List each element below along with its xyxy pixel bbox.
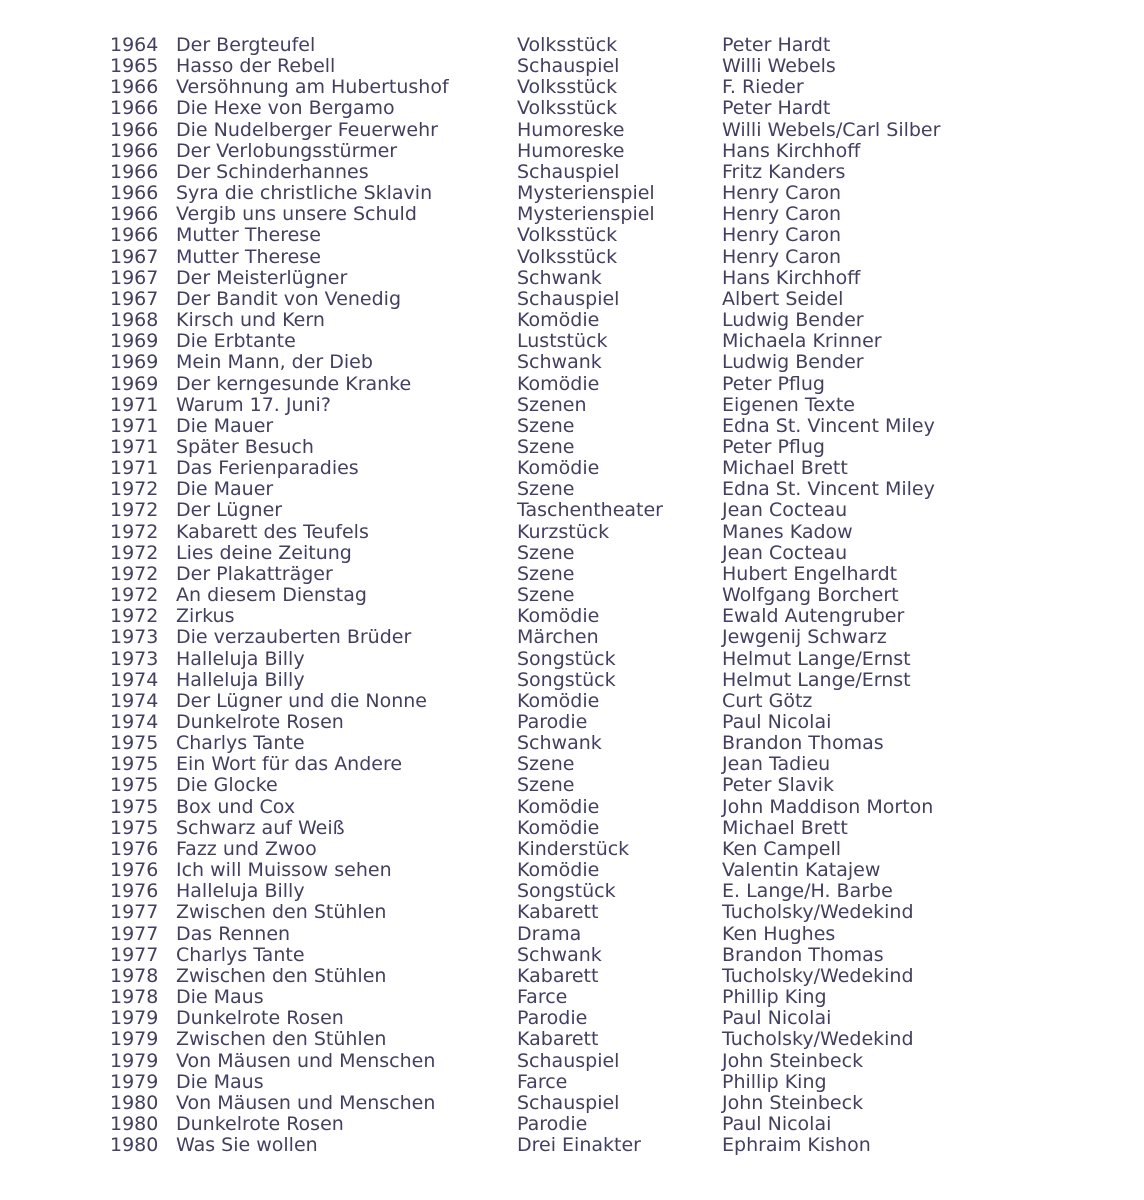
year-cell: 1976 <box>110 859 159 882</box>
title-cell: Die Erbtante <box>176 330 296 353</box>
author-cell: Michaela Krinner <box>722 330 882 353</box>
author-cell: Ken Hughes <box>722 922 836 945</box>
genre-cell: Kabarett <box>517 964 599 987</box>
table-row <box>110 162 1144 183</box>
author-cell: Edna St. Vincent Miley <box>722 478 935 501</box>
author-cell: Ewald Autengruber <box>722 605 905 628</box>
genre-cell: Szene <box>517 584 575 607</box>
author-cell: Tucholsky/Wedekind <box>722 1028 914 1051</box>
title-cell: An diesem Dienstag <box>176 584 367 607</box>
author-cell: Brandon Thomas <box>722 943 884 966</box>
genre-cell: Humoreske <box>517 118 625 141</box>
author-cell: Tucholsky/Wedekind <box>722 964 914 987</box>
year-cell: 1974 <box>110 689 159 712</box>
table-row <box>110 543 1144 564</box>
table-row <box>110 606 1144 627</box>
table-row <box>110 797 1144 818</box>
genre-cell: Komödie <box>517 816 600 839</box>
title-cell: Die Nudelberger Feuerwehr <box>176 118 438 141</box>
title-cell: Der Meisterlügner <box>176 266 348 289</box>
author-cell: Jean Tadieu <box>722 753 831 776</box>
year-cell: 1972 <box>110 605 159 628</box>
author-cell: Ken Campell <box>722 837 842 860</box>
author-cell: Helmut Lange/Ernst <box>722 668 911 691</box>
author-cell: Brandon Thomas <box>722 732 884 755</box>
author-cell: Hans Kirchhoff <box>722 139 861 162</box>
table-row <box>110 839 1144 860</box>
genre-cell: Komödie <box>517 605 600 628</box>
author-cell: Tucholsky/Wedekind <box>722 901 914 924</box>
author-cell: Valentin Katajew <box>722 859 881 882</box>
year-cell: 1977 <box>110 922 159 945</box>
genre-cell: Komödie <box>517 372 600 395</box>
table-row <box>110 924 1144 945</box>
title-cell: Zwischen den Stühlen <box>176 964 387 987</box>
title-cell: Dunkelrote Rosen <box>176 1007 344 1030</box>
title-cell: Die Hexe von Bergamo <box>176 97 395 120</box>
author-cell: Michael Brett <box>722 457 848 480</box>
author-cell: Phillip King <box>722 986 827 1009</box>
genre-cell: Parodie <box>517 1007 588 1030</box>
title-cell: Der Bergteufel <box>176 34 316 56</box>
title-cell: Der Schinderhannes <box>176 160 369 183</box>
author-cell: Willi Webels/Carl Silber <box>722 118 941 141</box>
year-cell: 1971 <box>110 435 159 458</box>
title-cell: Fazz und Zwoo <box>176 837 317 860</box>
year-cell: 1977 <box>110 943 159 966</box>
table-row <box>110 225 1144 246</box>
table-row <box>110 247 1144 268</box>
year-cell: 1969 <box>110 372 159 395</box>
table-row <box>110 522 1144 543</box>
author-cell: Albert Seidel <box>722 287 844 310</box>
title-cell: Charlys Tante <box>176 732 305 755</box>
author-cell: F. Rieder <box>722 76 804 99</box>
year-cell: 1978 <box>110 964 159 987</box>
title-cell: Die Mauer <box>176 478 274 501</box>
title-cell: Box und Cox <box>176 795 296 818</box>
title-cell: Die Mauer <box>176 414 274 437</box>
title-cell: Versöhnung am Hubertushof <box>176 76 449 99</box>
year-cell: 1976 <box>110 837 159 860</box>
genre-cell: Szene <box>517 753 575 776</box>
table-row <box>110 289 1144 310</box>
author-cell: Peter Hardt <box>722 34 831 56</box>
author-cell: Edna St. Vincent Miley <box>722 414 935 437</box>
genre-cell: Kurzstück <box>517 520 610 543</box>
title-cell: Die Maus <box>176 1070 264 1093</box>
genre-cell: Volksstück <box>517 34 618 56</box>
title-cell: Ich will Muissow sehen <box>176 859 392 882</box>
genre-cell: Schwank <box>517 351 602 374</box>
title-cell: Der kerngesunde Kranke <box>176 372 412 395</box>
genre-cell: Drei Einakter <box>517 1134 641 1157</box>
genre-cell: Komödie <box>517 457 600 480</box>
title-cell: Warum 17. Juni? <box>176 393 331 416</box>
genre-cell: Songstück <box>517 880 616 903</box>
table-row <box>110 437 1144 458</box>
year-cell: 1979 <box>110 1007 159 1030</box>
table-row <box>110 945 1144 966</box>
year-cell: 1966 <box>110 224 159 247</box>
genre-cell: Schauspiel <box>517 1049 620 1072</box>
year-cell: 1979 <box>110 1028 159 1051</box>
year-cell: 1966 <box>110 118 159 141</box>
author-cell: Henry Caron <box>722 182 842 205</box>
genre-cell: Songstück <box>517 668 616 691</box>
table-row <box>110 649 1144 670</box>
title-cell: Lies deine Zeitung <box>176 541 352 564</box>
author-cell: Jewgenij Schwarz <box>722 626 887 649</box>
year-cell: 1965 <box>110 55 159 78</box>
table-row <box>110 1072 1144 1093</box>
year-cell: 1966 <box>110 160 159 183</box>
author-cell: John Steinbeck <box>722 1091 864 1114</box>
genre-cell: Komödie <box>517 309 600 332</box>
author-cell: Ludwig Bender <box>722 351 864 374</box>
genre-cell: Farce <box>517 1070 568 1093</box>
title-cell: Halleluja Billy <box>176 647 305 670</box>
year-cell: 1971 <box>110 393 159 416</box>
genre-cell: Schauspiel <box>517 1091 620 1114</box>
author-cell: Peter Slavik <box>722 774 834 797</box>
title-cell: Kirsch und Kern <box>176 309 325 332</box>
table-row <box>110 374 1144 395</box>
table-row <box>110 564 1144 585</box>
table-row <box>110 1114 1144 1135</box>
title-cell: Kabarett des Teufels <box>176 520 369 543</box>
year-cell: 1974 <box>110 711 159 733</box>
table-row <box>110 966 1144 987</box>
year-cell: 1972 <box>110 562 159 585</box>
table-row <box>110 987 1144 1008</box>
year-cell: 1972 <box>110 499 159 522</box>
title-cell: Zwischen den Stühlen <box>176 1028 387 1051</box>
table-row <box>110 1093 1144 1114</box>
year-cell: 1975 <box>110 732 159 755</box>
author-cell: Jean Cocteau <box>722 541 848 564</box>
title-cell: Der Lügner <box>176 499 283 522</box>
table-row <box>110 691 1144 712</box>
year-cell: 1969 <box>110 330 159 353</box>
genre-cell: Volksstück <box>517 245 618 268</box>
table-row <box>110 204 1144 225</box>
year-cell: 1979 <box>110 1070 159 1093</box>
title-cell: Mutter Therese <box>176 224 321 247</box>
author-cell: John Maddison Morton <box>722 795 934 818</box>
title-cell: Das Rennen <box>176 922 291 945</box>
table-row <box>110 1135 1144 1156</box>
table-row <box>110 98 1144 119</box>
table-row <box>110 141 1144 162</box>
genre-cell: Komödie <box>517 795 600 818</box>
title-cell: Mutter Therese <box>176 245 321 268</box>
table-row <box>110 458 1144 479</box>
year-cell: 1977 <box>110 901 159 924</box>
genre-cell: Songstück <box>517 647 616 670</box>
genre-cell: Komödie <box>517 689 600 712</box>
year-cell: 1964 <box>110 34 159 56</box>
year-cell: 1975 <box>110 774 159 797</box>
title-cell: Der Lügner und die Nonne <box>176 689 427 712</box>
title-cell: Später Besuch <box>176 435 314 458</box>
title-cell: Was Sie wollen <box>176 1134 318 1157</box>
year-cell: 1968 <box>110 309 159 332</box>
genre-cell: Schauspiel <box>517 287 620 310</box>
genre-cell: Parodie <box>517 1112 588 1135</box>
year-cell: 1966 <box>110 97 159 120</box>
year-cell: 1972 <box>110 584 159 607</box>
table-row <box>110 479 1144 500</box>
year-cell: 1967 <box>110 245 159 268</box>
author-cell: Peter Hardt <box>722 97 831 120</box>
year-cell: 1972 <box>110 478 159 501</box>
table-row <box>110 712 1144 733</box>
author-cell: Paul Nicolai <box>722 1007 832 1030</box>
title-cell: Halleluja Billy <box>176 880 305 903</box>
year-cell: 1971 <box>110 457 159 480</box>
title-cell: Zwischen den Stühlen <box>176 901 387 924</box>
table-row <box>110 310 1144 331</box>
table-row <box>110 120 1144 141</box>
table-row <box>110 1051 1144 1072</box>
author-cell: Willi Webels <box>722 55 836 78</box>
author-cell: Helmut Lange/Ernst <box>722 647 911 670</box>
title-cell: Hasso der Rebell <box>176 55 336 78</box>
genre-cell: Volksstück <box>517 76 618 99</box>
author-cell: Ludwig Bender <box>722 309 864 332</box>
author-cell: Wolfgang Borchert <box>722 584 899 607</box>
genre-cell: Szene <box>517 414 575 437</box>
table-row <box>110 331 1144 352</box>
table-row <box>110 395 1144 416</box>
genre-cell: Szene <box>517 435 575 458</box>
title-cell: Schwarz auf Weiß <box>176 816 345 839</box>
year-cell: 1980 <box>110 1112 159 1135</box>
author-cell: E. Lange/H. Barbe <box>722 880 893 903</box>
genre-cell: Volksstück <box>517 224 618 247</box>
genre-cell: Kinderstück <box>517 837 630 860</box>
title-cell: Vergib uns unsere Schuld <box>176 203 417 226</box>
author-cell: John Steinbeck <box>722 1049 864 1072</box>
table-row <box>110 1029 1144 1050</box>
genre-cell: Märchen <box>517 626 599 649</box>
author-cell: Michael Brett <box>722 816 848 839</box>
table-row <box>110 627 1144 648</box>
year-cell: 1972 <box>110 520 159 543</box>
year-cell: 1966 <box>110 139 159 162</box>
table-row <box>110 35 1144 56</box>
year-cell: 1966 <box>110 203 159 226</box>
genre-cell: Luststück <box>517 330 608 353</box>
author-cell: Hubert Engelhardt <box>722 562 898 585</box>
genre-cell: Schwank <box>517 943 602 966</box>
table-row <box>110 733 1144 754</box>
year-cell: 1973 <box>110 647 159 670</box>
title-cell: Die verzauberten Brüder <box>176 626 412 649</box>
year-cell: 1976 <box>110 880 159 903</box>
genre-cell: Szene <box>517 478 575 501</box>
genre-cell: Szene <box>517 541 575 564</box>
title-cell: Von Mäusen und Menschen <box>176 1091 436 1114</box>
title-cell: Ein Wort für das Andere <box>176 753 403 776</box>
author-cell: Paul Nicolai <box>722 711 832 733</box>
genre-cell: Komödie <box>517 859 600 882</box>
year-cell: 1975 <box>110 795 159 818</box>
author-cell: Phillip King <box>722 1070 827 1093</box>
author-cell: Ephraim Kishon <box>722 1134 871 1157</box>
genre-cell: Humoreske <box>517 139 625 162</box>
genre-cell: Schauspiel <box>517 55 620 78</box>
year-cell: 1971 <box>110 414 159 437</box>
author-cell: Manes Kadow <box>722 520 853 543</box>
year-cell: 1972 <box>110 541 159 564</box>
year-cell: 1975 <box>110 816 159 839</box>
year-cell: 1979 <box>110 1049 159 1072</box>
title-cell: Syra die christliche Sklavin <box>176 182 433 205</box>
table-row <box>110 775 1144 796</box>
author-cell: Paul Nicolai <box>722 1112 832 1135</box>
title-cell: Der Bandit von Venedig <box>176 287 402 310</box>
title-cell: Die Maus <box>176 986 264 1009</box>
table-row <box>110 754 1144 775</box>
genre-cell: Volksstück <box>517 97 618 120</box>
title-cell: Halleluja Billy <box>176 668 305 691</box>
genre-cell: Schwank <box>517 732 602 755</box>
table-row <box>110 585 1144 606</box>
title-cell: Von Mäusen und Menschen <box>176 1049 436 1072</box>
genre-cell: Szene <box>517 774 575 797</box>
table-row <box>110 77 1144 98</box>
genre-cell: Schauspiel <box>517 160 620 183</box>
table-row <box>110 1008 1144 1029</box>
table-row <box>110 56 1144 77</box>
title-cell: Zirkus <box>176 605 235 628</box>
table-row <box>110 500 1144 521</box>
title-cell: Der Verlobungsstürmer <box>176 139 398 162</box>
author-cell: Peter Pflug <box>722 372 825 395</box>
author-cell: Jean Cocteau <box>722 499 848 522</box>
year-cell: 1973 <box>110 626 159 649</box>
genre-cell: Parodie <box>517 711 588 733</box>
year-cell: 1967 <box>110 287 159 310</box>
year-cell: 1980 <box>110 1091 159 1114</box>
table-row <box>110 881 1144 902</box>
year-cell: 1974 <box>110 668 159 691</box>
genre-cell: Kabarett <box>517 1028 599 1051</box>
genre-cell: Farce <box>517 986 568 1009</box>
year-cell: 1969 <box>110 351 159 374</box>
author-cell: Eigenen Texte <box>722 393 855 416</box>
genre-cell: Taschentheater <box>517 499 663 522</box>
year-cell: 1975 <box>110 753 159 776</box>
year-cell: 1978 <box>110 986 159 1009</box>
year-cell: 1967 <box>110 266 159 289</box>
author-cell: Fritz Kanders <box>722 160 846 183</box>
title-cell: Mein Mann, der Dieb <box>176 351 373 374</box>
year-cell: 1966 <box>110 76 159 99</box>
author-cell: Henry Caron <box>722 224 842 247</box>
genre-cell: Schwank <box>517 266 602 289</box>
table-row <box>110 818 1144 839</box>
table-row <box>110 902 1144 923</box>
title-cell: Dunkelrote Rosen <box>176 711 344 733</box>
genre-cell: Szenen <box>517 393 587 416</box>
genre-cell: Mysterienspiel <box>517 203 655 226</box>
genre-cell: Szene <box>517 562 575 585</box>
title-cell: Das Ferienparadies <box>176 457 359 480</box>
table-row <box>110 670 1144 691</box>
title-cell: Dunkelrote Rosen <box>176 1112 344 1135</box>
genre-cell: Drama <box>517 922 582 945</box>
author-cell: Peter Pflug <box>722 435 825 458</box>
title-cell: Der Plakatträger <box>176 562 333 585</box>
genre-cell: Mysterienspiel <box>517 182 655 205</box>
author-cell: Henry Caron <box>722 203 842 226</box>
table-row <box>110 352 1144 373</box>
table-row <box>110 860 1144 881</box>
author-cell: Hans Kirchhoff <box>722 266 861 289</box>
title-cell: Die Glocke <box>176 774 278 797</box>
table-row <box>110 268 1144 289</box>
author-cell: Henry Caron <box>722 245 842 268</box>
genre-cell: Kabarett <box>517 901 599 924</box>
year-cell: 1966 <box>110 182 159 205</box>
year-cell: 1980 <box>110 1134 159 1157</box>
table-row <box>110 183 1144 204</box>
author-cell: Curt Götz <box>722 689 813 712</box>
table-row <box>110 416 1144 437</box>
title-cell: Charlys Tante <box>176 943 305 966</box>
